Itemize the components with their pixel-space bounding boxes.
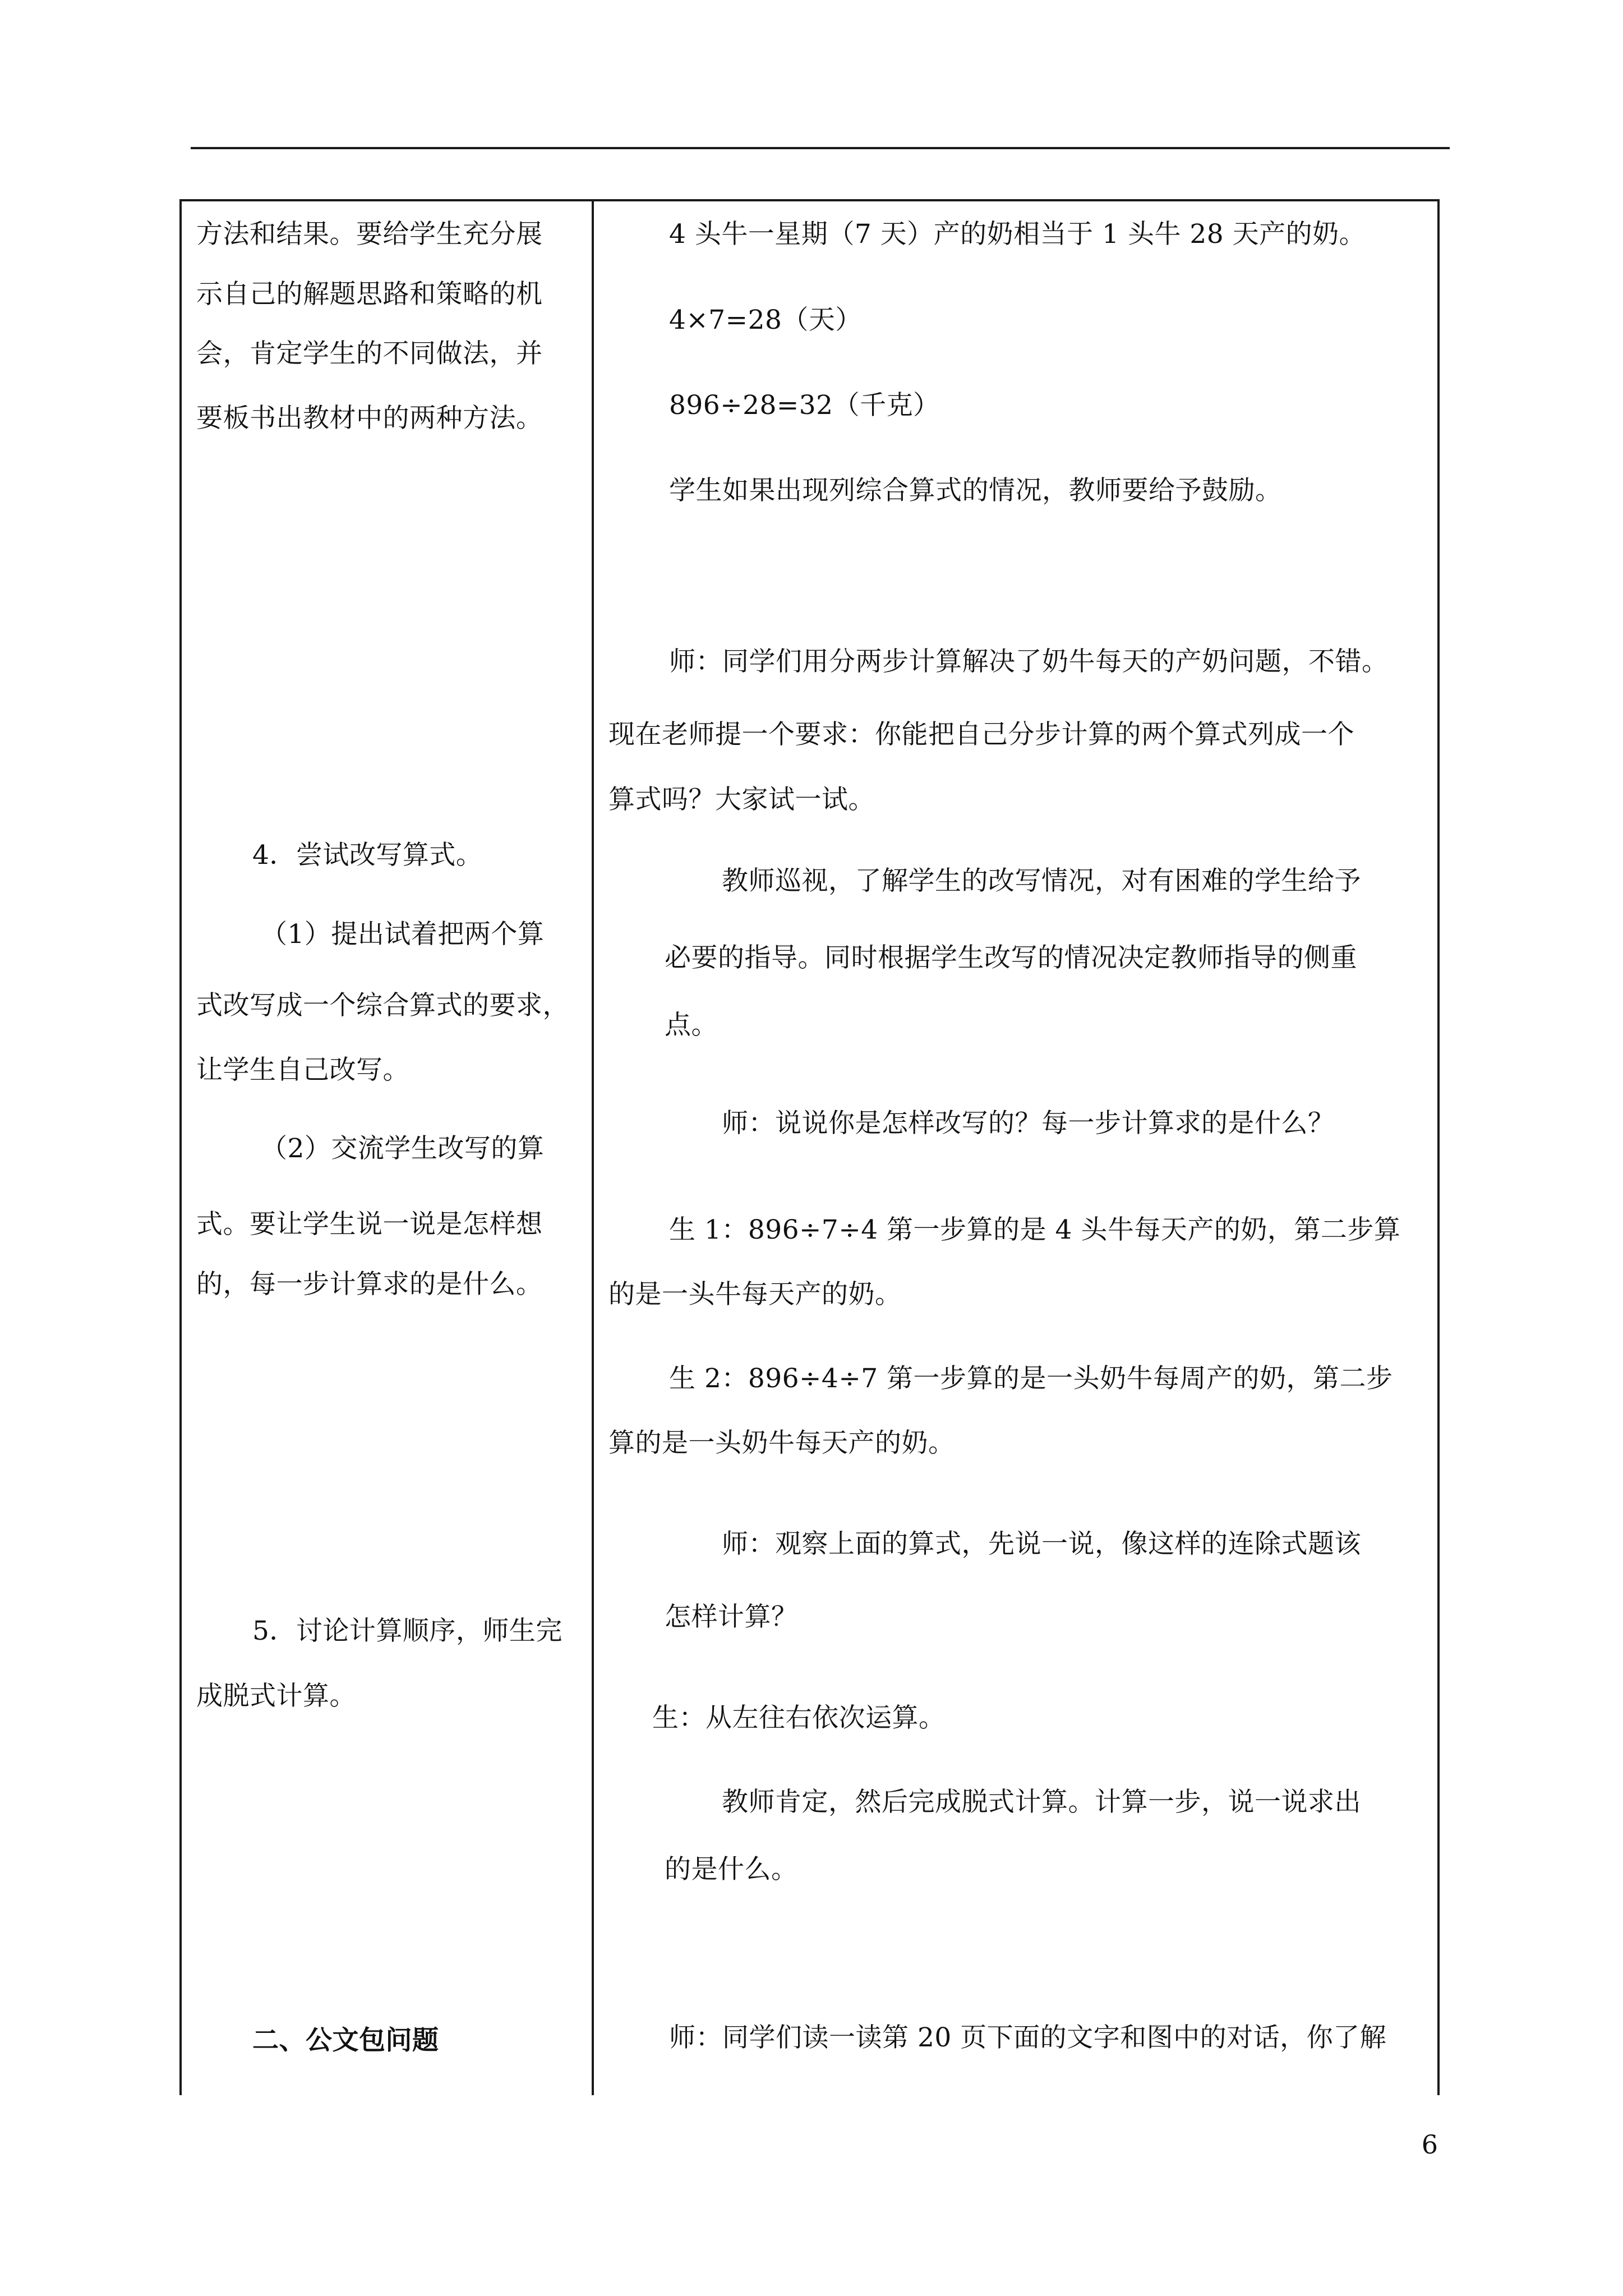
left-line: （2）交流学生改写的算 bbox=[261, 1133, 545, 1164]
right-line: 师：说说你是怎样改写的？每一步计算求的是什么？ bbox=[722, 1108, 1335, 1139]
right-line: 的是什么。 bbox=[665, 1854, 798, 1885]
right-line: 4×7=28（天） bbox=[669, 305, 862, 335]
table-right-border bbox=[1437, 199, 1440, 2095]
right-line: 896÷28=32（千克） bbox=[669, 390, 940, 421]
left-line: 式改写成一个综合算式的要求， bbox=[196, 990, 569, 1021]
right-line: 必要的指导。同时根据学生改写的情况决定教师指导的侧重 bbox=[665, 942, 1357, 973]
table-column-divider bbox=[592, 199, 594, 2095]
left-line: 示自己的解题思路和策略的机 bbox=[196, 279, 543, 310]
left-line: 会，肯定学生的不同做法，并 bbox=[196, 338, 543, 369]
right-line: 生：从左往右依次运算。 bbox=[652, 1703, 946, 1733]
left-line: 让学生自己改写。 bbox=[196, 1055, 409, 1085]
right-line: 生 1：896÷7÷4 第一步算的是 4 头牛每天产的奶，第二步算 bbox=[669, 1214, 1401, 1245]
left-heading-step-5: 5．讨论计算顺序，师生完 bbox=[252, 1616, 562, 1646]
right-line: 怎样计算？ bbox=[665, 1602, 798, 1632]
right-line: 点。 bbox=[665, 1010, 718, 1041]
right-line: 现在老师提一个要求：你能把自己分步计算的两个算式列成一个 bbox=[608, 719, 1354, 750]
left-line: 式。要让学生说一说是怎样想 bbox=[196, 1209, 543, 1240]
right-line: 学生如果出现列综合算式的情况，教师要给予鼓励。 bbox=[669, 475, 1282, 506]
right-line: 教师肯定，然后完成脱式计算。计算一步，说一说求出 bbox=[722, 1787, 1361, 1818]
right-line: 算的是一头奶牛每天产的奶。 bbox=[608, 1428, 955, 1458]
left-heading-step-4: 4．尝试改写算式。 bbox=[252, 840, 483, 871]
table-left-border bbox=[179, 199, 182, 2095]
table-top-border bbox=[179, 199, 1440, 201]
right-line: 师：同学们读一读第 20 页下面的文字和图中的对话，你了解 bbox=[669, 2022, 1387, 2053]
right-line: 的是一头牛每天产的奶。 bbox=[608, 1279, 902, 1310]
left-line: 要板书出教材中的两种方法。 bbox=[196, 403, 543, 434]
right-line: 4 头牛一星期（7 天）产的奶相当于 1 头牛 28 天产的奶。 bbox=[669, 219, 1366, 250]
left-line: （1）提出试着把两个算 bbox=[261, 919, 545, 950]
right-line: 教师巡视，了解学生的改写情况，对有困难的学生给予 bbox=[722, 866, 1361, 896]
left-line: 的，每一步计算求的是什么。 bbox=[196, 1269, 543, 1300]
right-line: 生 2：896÷4÷7 第一步算的是一头奶牛每周产的奶，第二步 bbox=[669, 1363, 1393, 1394]
right-line: 师：观察上面的算式，先说一说，像这样的连除式题该 bbox=[722, 1529, 1361, 1559]
section-heading-briefcase-problem: 二、公文包问题 bbox=[252, 2025, 439, 2056]
right-line: 师：同学们用分两步计算解决了奶牛每天的产奶问题，不错。 bbox=[669, 646, 1389, 677]
right-line: 算式吗？大家试一试。 bbox=[608, 784, 875, 815]
page-number: 6 bbox=[1421, 2129, 1438, 2160]
header-rule bbox=[191, 147, 1450, 149]
left-line: 成脱式计算。 bbox=[196, 1681, 356, 1711]
left-line: 方法和结果。要给学生充分展 bbox=[196, 219, 543, 250]
